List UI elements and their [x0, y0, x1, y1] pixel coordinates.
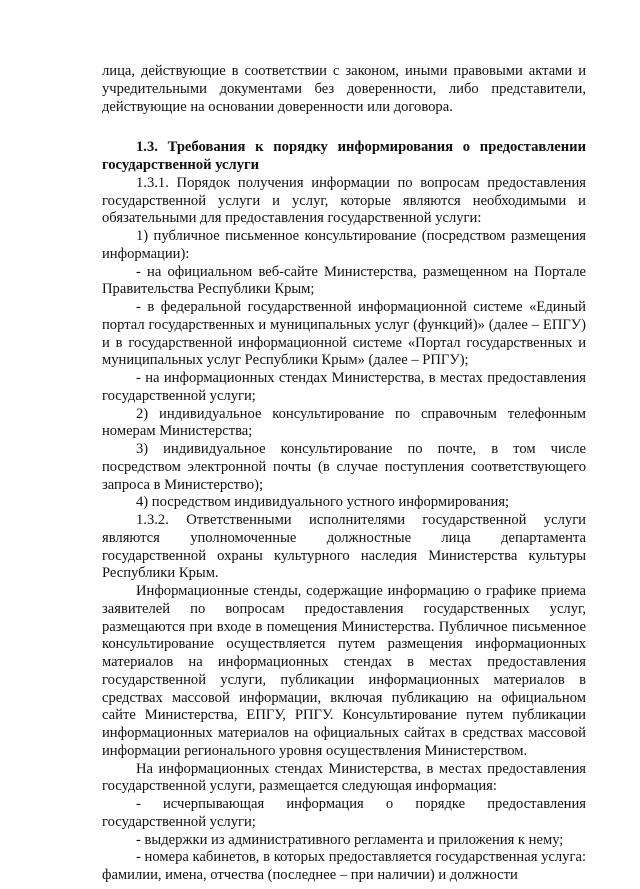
paragraph-info-stands: Информационные стенды, содержащие информацию о графике приема заявителей по вопросам предоставления государственных услуг, размещаются при входе в помещения Министерства. Публичное письменное консультирование осуществляется путем размещения информационных материалов на информационных стендах в местах предоставления государственной услуги, публикации информационных материалов в средствах массовой информации, включая публикацию на официальном сайте Министерства, ЕПГУ, РПГУ. Консультирование путем публикации информационных материалов на официальных сайтах в средствах массовой информации регионального уровня осуществления Министерством. — [102, 583, 586, 759]
list-item-exhaustive-info: - исчерпывающая информация о порядке предоставления государственной услуги; — [102, 796, 586, 830]
list-item-epgu-rpgu: - в федеральной государственной информационной системе «Единый портал государственных и муниципальных услуг (функций)» (далее – ЕПГУ) и в государственной информационной системе «Портал государственных и муниципальных услуг Республики Крым» (далее – РПГУ); — [102, 299, 586, 369]
list-item-written-consulting: 1) публичное письменное консультирование (посредством размещения информации): — [102, 228, 586, 262]
paragraph-continuation: лица, действующие в соответствии с законом, иными правовыми актами и учредительными документами без доверенности, либо представители, действующие на основании доверенности или договора. — [102, 63, 586, 115]
document-page — [102, 63, 586, 885]
list-item-regulation-extracts: - выдержки из административного регламента и приложения к нему; — [136, 831, 564, 848]
paragraph-1-3-2: 1.3.2. Ответственными исполнителями государственной услуги являются уполномоченные должностные лица департамента государственной охраны культурного наследия Министерства культуры Республики Крым. — [102, 512, 586, 582]
paragraph-1-3-1: 1.3.1. Порядок получения информации по вопросам предоставления государственной услуги и услуг, которые являются необходимыми и обязательными для предоставления государственной услуги: — [102, 174, 586, 227]
list-item-office-numbers: - номера кабинетов, в которых предоставляется государственная услуга: фамилии, имена, отчества (последнее – при наличии) и должности — [102, 849, 586, 883]
list-item-info-stands: - на информационных стендах Министерства, в местах предоставления государственной услуги; — [102, 370, 586, 404]
paragraph-stand-contents: На информационных стендах Министерства, в местах предоставления государственной услуги, размещается следующая информация: — [102, 760, 586, 795]
list-item-oral-informing: 4) посредством индивидуального устного информирования; — [136, 494, 510, 511]
list-item-website: - на официальном веб-сайте Министерства, размещенном на Портале Правительства Республики Крым; — [102, 263, 586, 298]
list-item-phone-consulting: 2) индивидуальное консультирование по справочным телефонным номерам Министерства; — [102, 405, 586, 440]
list-item-mail-consulting: 3) индивидуальное консультирование по почте, в том числе посредством электронной почты (в случае поступления соответствующего запроса в Министерство); — [102, 441, 586, 493]
section-heading: 1.3. Требования к порядку информирования о предоставлении государственной услуги — [102, 139, 586, 173]
